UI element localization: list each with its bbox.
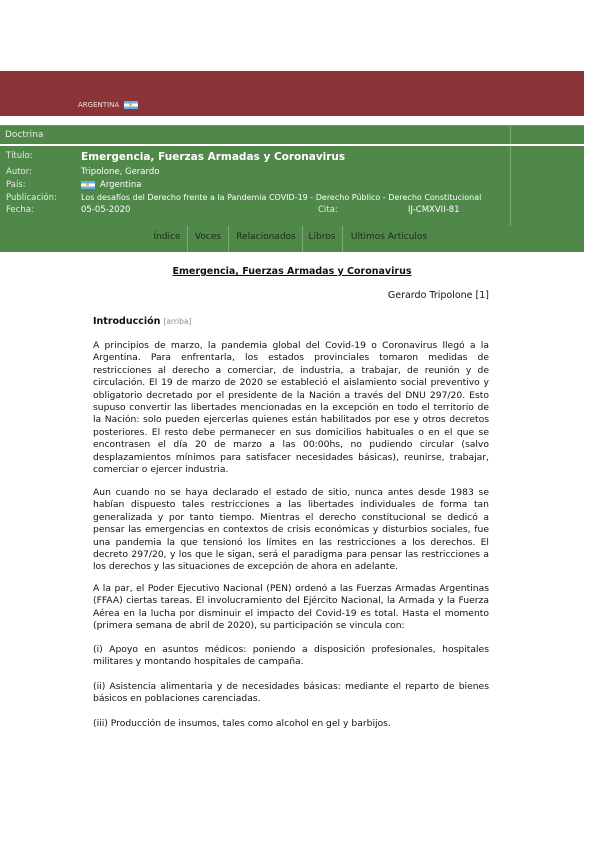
nav-separator — [228, 226, 229, 252]
paragraph: (iii) Producción de insumos, tales como alcohol en gel y barbijos. — [93, 718, 391, 729]
nav-item-libros[interactable]: Libros — [308, 232, 336, 242]
nav-item-indice[interactable]: Índice — [153, 232, 181, 242]
article-author: Gerardo Tripolone [1] — [387, 290, 489, 301]
article-nav — [0, 226, 584, 252]
nav-item-voces[interactable]: Voces — [194, 232, 222, 242]
nav-item-relacionados[interactable]: Relacionados — [236, 232, 296, 242]
meta-title: Emergencia, Fuerzas Armadas y Coronavirus — [81, 151, 346, 163]
meta-country-name: Argentina — [100, 180, 142, 190]
paragraph: (i) Apoyo en asuntos médicos: poniendo a disposición profesionales, hospitales militares y montando hospitales de campaña. — [93, 644, 489, 668]
article-title: Emergencia, Fuerzas Armadas y Coronavirus — [172, 266, 412, 277]
paragraph: A principios de marzo, la pandemia global del Covid-19 o Coronavirus llegó a la Argentina. Para enfrentarla, los estados provinciales tomaron medidas de restricciones al derecho a comerciar, de industria, a trabajar, de reunión y de circulación. El 19 de marzo de 2020 se estableció el aislamiento social preventivo y obligatorio decretado por el presidente de la Nación a través del DNU 297/20. Esto supuso convertir las libertades mencionadas en la excepción en todo el territorio de la Nación: solo pueden ejercerlas quienes están habilitados por ese y otros decretos posteriores. El resto debe permanecer en sus domicilios habituales o en el que se encontrasen el día 20 de marzo a las 00:00hs, no pudiendo circular (salvo desplazamientos mínimos para satisfacer necesidades básicas), reunirse, trabajar, comerciar o ejercer industria. — [93, 340, 489, 476]
nav-separator — [342, 226, 343, 252]
header-banner — [0, 71, 584, 116]
meta-author[interactable]: Tripolone, Gerardo — [81, 167, 160, 177]
date-label: Fecha: — [6, 205, 34, 215]
country-tag — [78, 101, 138, 109]
nav-separator — [302, 226, 303, 252]
publication-label: Publicación: — [6, 193, 57, 203]
bar-divider — [510, 126, 511, 144]
meta-cite: IJ-CMXVII-81 — [408, 205, 460, 215]
title-label: Título: — [6, 151, 33, 161]
section-title: Introducción — [93, 316, 161, 327]
country-name: ARGENTINA — [78, 101, 120, 109]
meta-country — [81, 180, 141, 190]
meta-date: 05-05-2020 — [81, 205, 131, 215]
section-heading — [93, 316, 191, 327]
back-to-top-link[interactable]: [arriba] — [163, 317, 192, 326]
section-label: Doctrina — [5, 130, 44, 140]
nav-separator — [187, 226, 188, 252]
paragraph: (ii) Asistencia alimentaria y de necesidades básicas: mediante el reparto de bienes básicos en poblaciones carenciadas. — [93, 681, 489, 705]
meta-publication[interactable]: Los desafíos del Derecho frente a la Pandemia COVID-19 - Derecho Público - Derecho Constitucional — [81, 193, 482, 202]
argentina-flag-icon — [124, 101, 138, 109]
section-bar — [0, 125, 584, 144]
author-label: Autor: — [6, 167, 32, 177]
paragraph: Aun cuando no se haya declarado el estado de sitio, nunca antes desde 1983 se habían dispuesto tales restricciones a las libertades individuales de forma tan generalizada y por tanto tiempo. Mientras el derecho constitucional se dedicó a pensar las emergencias en contextos de crisis económicas y disturbios sociales, fue una pandemia la que tensionó los límites en las restricciones a los derechos. El decreto 297/20, y los que le sigan, será el paradigma para pensar las restricciones a los derechos y las situaciones de excepción de ahora en adelante. — [93, 487, 489, 573]
argentina-flag-icon — [81, 181, 95, 189]
paragraph: A la par, el Poder Ejecutivo Nacional (PEN) ordenó a las Fuerzas Armadas Argentinas (FFAA) ciertas tareas. El involucramiento del Ejército Nacional, la Armada y la Fuerza Aérea en la lucha por disminuir el impacto del Covid-19 es total. Hasta el momento (primera semana de abril de 2020), su participación se vincula con: — [93, 583, 489, 632]
cite-label: Cita: — [318, 205, 338, 215]
meta-divider — [510, 146, 511, 226]
country-label: País: — [6, 180, 26, 190]
nav-item-ultimos-articulos[interactable]: Ultimos Artículos — [350, 232, 428, 242]
